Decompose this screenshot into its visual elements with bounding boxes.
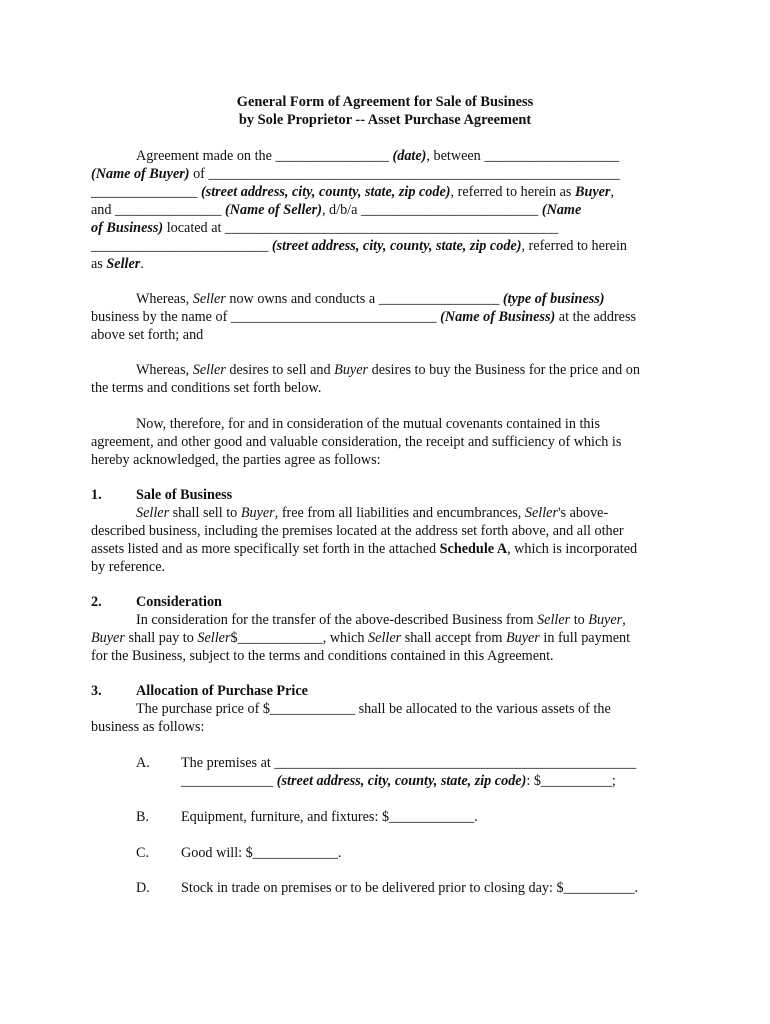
- text-span: agreement, and other good and valuable consideration, the receipt and sufficiency of which is: [91, 434, 622, 450]
- whereas-paragraph-1: [91, 290, 681, 344]
- term-buyer: Buyer: [334, 362, 369, 378]
- blank-seller-address: _________________________: [91, 238, 269, 254]
- allocation-item-letter: C.: [136, 845, 150, 861]
- blank-date: ________________: [275, 148, 389, 164]
- text-span: hereby acknowledged, the parties agree as follows:: [91, 452, 381, 468]
- text-span: The premises at: [181, 755, 275, 771]
- blank-business-location: _______________________________________________: [224, 220, 559, 236]
- term-seller: Seller: [368, 630, 402, 646]
- text-span: Now, therefore, for and in consideration of the mutual covenants contained in this: [136, 416, 600, 432]
- text-span: Equipment, furniture, and fixtures:: [181, 809, 382, 825]
- term-seller: Seller: [537, 612, 571, 628]
- text-span: .: [474, 809, 478, 825]
- section-3-number: 3.: [91, 683, 102, 699]
- text-span: shall sell to: [169, 505, 241, 521]
- allocation-item-good-will: [181, 844, 341, 862]
- blank-premises-address: ___________________________________________________: [274, 755, 637, 771]
- term-buyer: Buyer: [574, 184, 611, 200]
- section-2-number: 2.: [91, 594, 102, 610]
- now-therefore-paragraph: [91, 415, 681, 469]
- blank-equipment-amount: $____________: [381, 809, 475, 825]
- text-span: :: [526, 773, 534, 789]
- text-span: assets listed and as more specifically set forth in the attached: [91, 541, 440, 557]
- allocation-item-stock: [181, 879, 638, 897]
- section-1-heading: Sale of Business: [136, 487, 233, 503]
- text-span: The purchase price of: [136, 701, 263, 717]
- label-name: (Name: [538, 202, 582, 218]
- text-span: desires to sell and: [225, 362, 335, 378]
- term-buyer: Buyer: [588, 612, 623, 628]
- term-buyer: Buyer: [240, 505, 275, 521]
- term-buyer: Buyer: [505, 630, 540, 646]
- text-span: Stock in trade on premises or to be delivered prior to closing day:: [181, 880, 557, 896]
- text-span: now owns and conducts a: [225, 291, 379, 307]
- text-span: to: [570, 612, 589, 628]
- text-span: located at: [163, 220, 225, 236]
- blank-purchase-price: $____________: [262, 701, 356, 717]
- text-span: shall accept from: [401, 630, 506, 646]
- blank-stock-amount: $__________: [556, 880, 635, 896]
- text-span: .: [140, 256, 144, 272]
- text-span: , referred to herein as: [450, 184, 575, 200]
- text-span: above set forth; and: [91, 327, 204, 343]
- term-seller: Seller: [192, 362, 226, 378]
- text-span: business by the name of: [91, 309, 231, 325]
- text-span: shall be allocated to the various assets of the: [355, 701, 611, 717]
- blank-type-of-business: _________________: [378, 291, 500, 307]
- text-span: Agreement made on the: [136, 148, 276, 164]
- term-seller: Seller: [136, 505, 170, 521]
- allocation-item-premises: [181, 754, 636, 790]
- text-span: the terms and conditions set forth below.: [91, 380, 322, 396]
- label-street-address: (street address, city, county, state, zip code): [197, 184, 451, 200]
- text-span: ;: [611, 773, 616, 789]
- allocation-item-letter: B.: [136, 809, 150, 825]
- text-span: shall pay to: [124, 630, 198, 646]
- text-span: , d/b/a: [321, 202, 361, 218]
- text-span: Good will:: [181, 845, 246, 861]
- term-seller: Seller: [197, 630, 231, 646]
- blank-buyer-name: ___________________: [484, 148, 620, 164]
- text-span: , referred to herein: [521, 238, 628, 254]
- allocation-item-letter: A.: [136, 755, 150, 771]
- label-name-of-seller: (Name of Seller): [221, 202, 322, 218]
- document-title-line-1: General Form of Agreement for Sale of Business: [236, 94, 534, 110]
- preamble-paragraph: [91, 147, 681, 273]
- text-span: business as follows:: [91, 719, 205, 735]
- text-span: 's above-: [557, 505, 609, 521]
- text-span: for the Business, subject to the terms and conditions contained in this Agreement.: [91, 648, 554, 664]
- text-span: , which: [322, 630, 369, 646]
- blank-name-of-business: _____________________________: [230, 309, 437, 325]
- text-span: described business, including the premises located at the address set forth above, and all other: [91, 523, 624, 539]
- label-of-business: of Business): [91, 220, 164, 236]
- text-span: , which is incorporated: [507, 541, 638, 557]
- term-seller: Seller: [106, 256, 141, 272]
- label-type-of-business: (type of business): [499, 291, 605, 307]
- label-street-address: (street address, city, county, state, zip code): [268, 238, 522, 254]
- text-span: of: [189, 166, 209, 182]
- text-span: Whereas,: [136, 362, 193, 378]
- blank-premises-amount: $__________: [533, 773, 612, 789]
- label-name-of-buyer: (Name of Buyer): [91, 166, 190, 182]
- blank-dba: _________________________: [360, 202, 539, 218]
- text-span: , free from all liabilities and encumbrances,: [274, 505, 525, 521]
- text-span: In consideration for the transfer of the above-described Business from: [136, 612, 538, 628]
- section-1-number: 1.: [91, 487, 102, 503]
- text-span: ,: [610, 184, 614, 200]
- text-span: .: [337, 845, 342, 861]
- blank-seller-name: _______________: [115, 202, 222, 218]
- section-3-heading: Allocation of Purchase Price: [136, 683, 308, 699]
- text-span: Whereas,: [136, 291, 193, 307]
- blank-buyer-address-2: _______________: [91, 184, 198, 200]
- blank-good-will-amount: $____________: [245, 845, 338, 861]
- text-span: , between: [426, 148, 485, 164]
- label-street-address: (street address, city, county, state, zip code): [273, 773, 527, 789]
- term-seller: Seller: [524, 505, 558, 521]
- text-span: ,: [622, 612, 626, 628]
- section-1-body: [91, 504, 681, 576]
- text-span: by reference.: [91, 559, 166, 575]
- term-seller: Seller: [192, 291, 226, 307]
- text-span: in full payment: [539, 630, 631, 646]
- label-date: (date): [388, 148, 427, 164]
- text-span: as: [91, 256, 107, 272]
- allocation-item-letter: D.: [136, 880, 150, 896]
- term-buyer: Buyer: [91, 630, 125, 646]
- section-2-heading: Consideration: [136, 594, 222, 610]
- allocation-item-equipment: [181, 808, 478, 826]
- text-span: and: [91, 202, 116, 218]
- text-span: .: [634, 880, 639, 896]
- document-title-line-2: by Sole Proprietor -- Asset Purchase Agreement: [238, 112, 532, 128]
- label-name-of-business: (Name of Business): [436, 309, 556, 325]
- blank-buyer-address: __________________________________________________________: [208, 166, 620, 182]
- section-3-body: [91, 700, 681, 736]
- whereas-paragraph-2: [91, 361, 681, 397]
- term-schedule-a: Schedule A: [439, 541, 508, 557]
- blank-payment-amount: $____________: [230, 630, 323, 646]
- section-2-body: [91, 611, 681, 665]
- text-span: desires to buy the Business for the price and on: [368, 362, 640, 378]
- blank-premises-address-2: _____________: [181, 773, 274, 789]
- text-span: at the address: [555, 309, 637, 325]
